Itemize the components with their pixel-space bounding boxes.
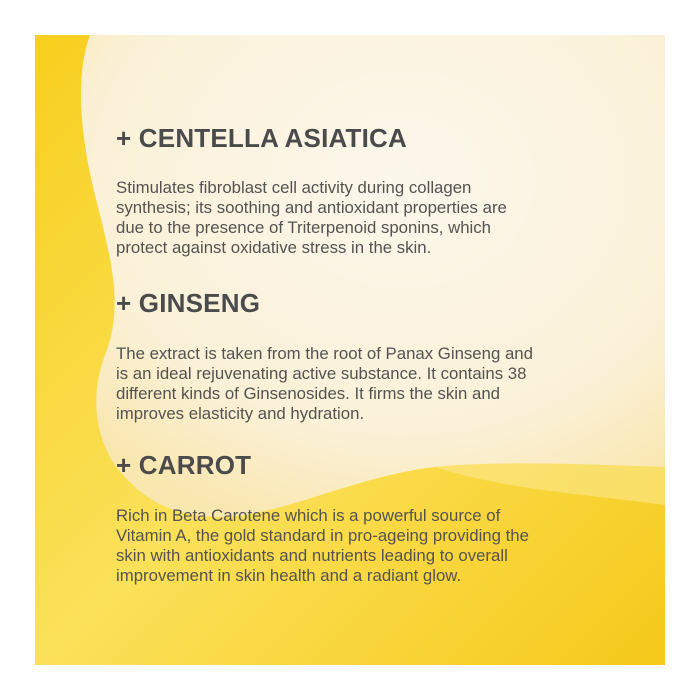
text-line: Stimulates fibroblast cell activity during collagen	[116, 178, 472, 197]
text-line: Vitamin A, the gold standard in pro-ageing providing the	[116, 526, 529, 545]
text-line: improves elasticity and hydration.	[116, 404, 365, 423]
heading-carrot: + CARROT	[116, 450, 252, 480]
description-centella-asiatica	[116, 178, 507, 258]
text-line: synthesis; its soothing and antioxidant properties are	[116, 198, 507, 217]
text-line: is an ideal rejuvenating active substance. It contains 38	[116, 364, 527, 383]
text-line: due to the presence of Triterpenoid sponins, which	[116, 218, 492, 237]
text-line: skin with antioxidants and nutrients leading to overall	[116, 546, 508, 565]
text-line: Rich in Beta Carotene which is a powerful source of	[116, 506, 501, 525]
text-line: different kinds of Ginsenosides. It firms the skin and	[116, 384, 500, 403]
description-ginseng	[116, 344, 533, 424]
text-line: improvement in skin health and a radiant glow.	[116, 566, 462, 585]
ingredients-panel	[35, 35, 665, 665]
heading-ginseng: + GINSENG	[116, 288, 261, 318]
text-line: protect against oxidative stress in the skin.	[116, 238, 432, 257]
text-line: The extract is taken from the root of Panax Ginseng and	[116, 344, 533, 363]
description-carrot	[116, 506, 529, 586]
heading-centella-asiatica: + CENTELLA ASIATICA	[116, 123, 408, 153]
